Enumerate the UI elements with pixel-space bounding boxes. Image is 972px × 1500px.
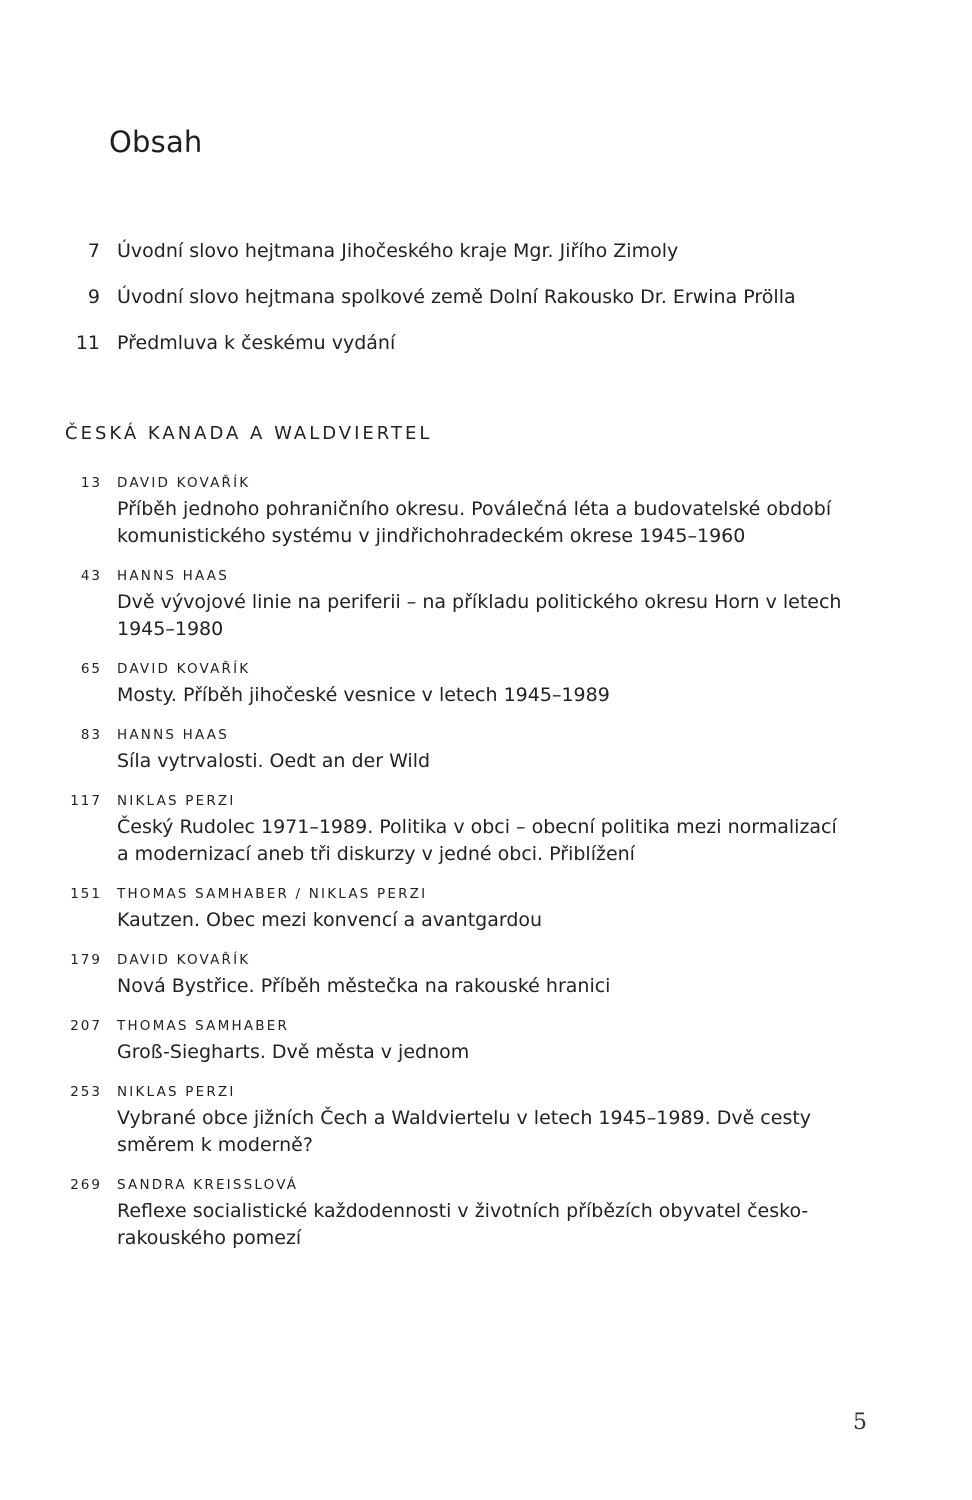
chapter-author: SANDRA KREISSLOVÁ: [117, 1177, 299, 1193]
toc-entry-title: Úvodní slovo hejtmana spolkové země Dolní Rakousko Dr. Erwina Prölla: [117, 286, 796, 308]
front-matter-list: [0, 236, 972, 374]
chapter-entry: [0, 788, 972, 868]
chapter-page-number: 13: [80, 475, 102, 491]
section-heading: ČESKÁ KANADA A WALDVIERTEL: [65, 423, 433, 444]
chapter-page-number: 179: [70, 952, 102, 968]
toc-entry-title: Úvodní slovo hejtmana Jihočeského kraje Mgr. Jiřího Zimoly: [117, 240, 679, 262]
chapter-entry: [0, 1079, 972, 1159]
chapter-title: Dvě vývojové linie na periferii – na příkladu politického okresu Horn v letech 1945–1980: [117, 591, 842, 640]
chapter-author: DAVID KOVAŘÍK: [117, 952, 251, 968]
chapter-author: HANNS HAAS: [117, 727, 230, 743]
chapter-entry: [0, 563, 972, 643]
chapter-author: THOMAS SAMHABER / NIKLAS PERZI: [117, 886, 428, 902]
chapter-author: THOMAS SAMHABER: [117, 1018, 290, 1034]
chapter-author: HANNS HAAS: [117, 568, 230, 584]
chapter-title: Český Rudolec 1971–1989. Politika v obci – obecní politika mezi normalizací a modernizací aneb tři diskurzy v jedné obci. Přiblížení: [117, 816, 837, 865]
chapter-title: Groß-Siegharts. Dvě města v jednom: [117, 1041, 470, 1063]
chapter-page-number: 151: [70, 886, 102, 902]
chapter-page-number: 207: [70, 1018, 102, 1034]
toc-page-number: 11: [75, 332, 100, 354]
chapter-title: Vybrané obce jižních Čech a Waldviertelu v letech 1945–1989. Dvě cesty směrem k moderně?: [117, 1107, 812, 1156]
chapter-author: NIKLAS PERZI: [117, 1084, 236, 1100]
toc-entry: [0, 282, 972, 328]
page-number: 5: [853, 1410, 867, 1435]
chapter-entry: [0, 1172, 972, 1252]
chapter-author: DAVID KOVAŘÍK: [117, 661, 251, 677]
page-title: Obsah: [109, 125, 203, 159]
chapter-entry: [0, 656, 972, 709]
chapter-author: NIKLAS PERZI: [117, 793, 236, 809]
toc-entry: [0, 328, 972, 374]
chapter-title: Nová Bystřice. Příběh městečka na rakouské hranici: [117, 975, 611, 997]
chapter-list: [0, 470, 972, 1265]
chapter-entry: [0, 947, 972, 1000]
chapter-entry: [0, 881, 972, 934]
chapter-page-number: 253: [70, 1084, 102, 1100]
chapter-page-number: 43: [80, 568, 102, 584]
chapter-title: Kautzen. Obec mezi konvencí a avantgardou: [117, 909, 543, 931]
toc-page-number: 7: [87, 240, 100, 262]
chapter-author: DAVID KOVAŘÍK: [117, 475, 251, 491]
chapter-title: Mosty. Příběh jihočeské vesnice v letech 1945–1989: [117, 684, 610, 706]
chapter-page-number: 117: [70, 793, 102, 809]
chapter-entry: [0, 722, 972, 775]
chapter-page-number: 83: [80, 727, 102, 743]
chapter-page-number: 269: [70, 1177, 102, 1193]
chapter-entry: [0, 1013, 972, 1066]
toc-entry: [0, 236, 972, 282]
chapter-title: Reflexe socialistické každodennosti v životních příbězích obyvatel česko-rakouského pomezí: [117, 1200, 809, 1249]
toc-entry-title: Předmluva k českému vydání: [117, 332, 396, 354]
chapter-page-number: 65: [80, 661, 102, 677]
chapter-title: Síla vytrvalosti. Oedt an der Wild: [117, 750, 431, 772]
chapter-entry: [0, 470, 972, 550]
toc-page-number: 9: [87, 286, 100, 308]
chapter-title: Příběh jednoho pohraničního okresu. Poválečná léta a budovatelské období komunistického systému v jindřichohradeckém okrese 1945–1960: [117, 498, 832, 547]
